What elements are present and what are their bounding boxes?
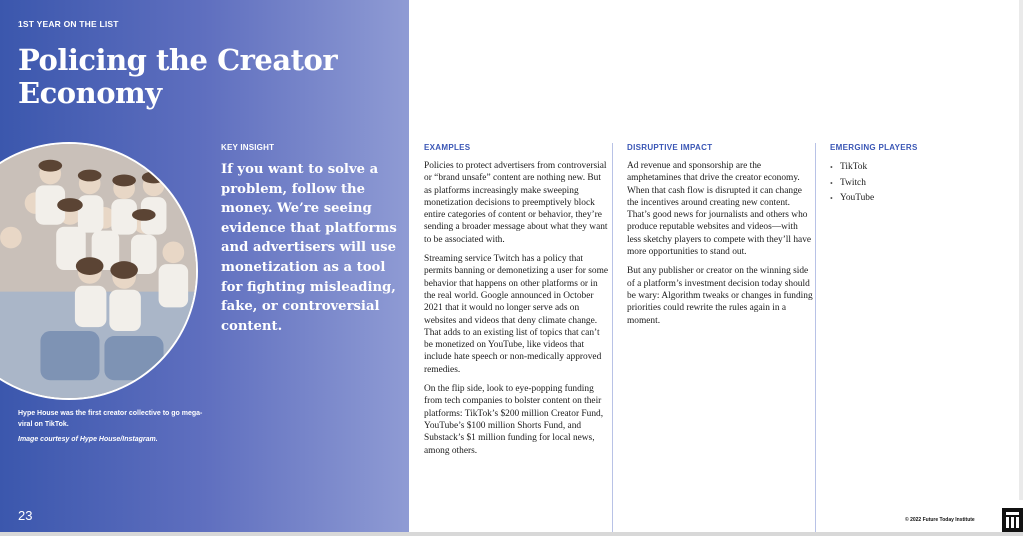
page-title: Policing the Creator Economy — [18, 43, 338, 110]
emerging-players-heading: EMERGING PLAYERS — [830, 143, 918, 152]
disruptive-impact-column — [627, 143, 813, 532]
impact-paragraph: But any publisher or creator on the winning side of a platform’s investment decision today should be wary: Algorithm tweaks or changes in funding priorities could rewrite the rules again in a moment. — [627, 266, 813, 326]
image-credit: Image courtesy of Hype House/Instagram. — [18, 436, 158, 443]
column-divider — [612, 143, 613, 532]
group-photo-illustration — [0, 144, 196, 398]
emerging-players-column — [830, 143, 1000, 532]
examples-column — [424, 143, 610, 532]
list-item: • TikTok — [830, 160, 1000, 176]
fti-logo-icon — [1002, 508, 1023, 532]
eyebrow: 1ST YEAR ON THE LIST — [18, 19, 119, 29]
page-edge-shadow — [1019, 0, 1023, 500]
caption-text: Hype House was the first creator collective to go mega-viral on TikTok. — [18, 410, 203, 428]
copyright: © 2022 Future Today Institute — [905, 517, 975, 523]
hype-house-photo — [0, 142, 198, 400]
intro-panel — [0, 0, 409, 532]
key-insight-text: If you want to solve a problem, follow the money. We’re seeing evidence that platforms and advertisers will use monetization as a tool for fighting misleading, fake, or controversial content. — [221, 162, 397, 334]
examples-heading: EXAMPLES — [424, 143, 471, 152]
page-bottom-edge — [0, 532, 1023, 536]
page-number: 23 — [18, 508, 33, 523]
column-divider — [815, 143, 816, 532]
examples-paragraph: Policies to protect advertisers from controversial or “brand unsafe” content are nothing new. But as platforms increasingly make sweeping monetization decisions to preemptively block entire categories of content or behavior, they’re sending a broader message about what they want to be associated with. — [424, 161, 608, 245]
list-item: • Twitch — [830, 176, 1000, 192]
impact-paragraph: Ad revenue and sponsorship are the amphetamines that drive the creator economy. When that cash flow is disrupted it can change the incentives around creating new content. That’s good news for journalists and others who produce reputable websites and videos—with less sketchy players to compete with they’ll have more opportunities to stand out. — [627, 161, 812, 258]
examples-paragraph: Streaming service Twitch has a policy that permits banning or demonetizing a user for some behavior that happens on other platforms or in the real world. Google announced in October 2021 that it would no longer serve ads on websites and videos that deny climate change. That adds to an existing list of topics that can’t be monetized on YouTube, like videos that include hate speech or non-medically approved remedies. — [424, 254, 609, 375]
image-caption — [18, 409, 203, 446]
disruptive-impact-heading: DISRUPTIVE IMPACT — [627, 143, 713, 152]
examples-paragraph: On the flip side, look to eye-popping funding from tech companies to bolster content on their platforms: TikTok’s $200 million Creator Fund, YouTube’s $100 million Shorts Fund, and Substack’s $1 million funding for local news, among others. — [424, 384, 604, 456]
key-insight-label: KEY INSIGHT — [221, 143, 275, 152]
players-list — [830, 160, 1000, 207]
list-item: • YouTube — [830, 191, 1000, 207]
